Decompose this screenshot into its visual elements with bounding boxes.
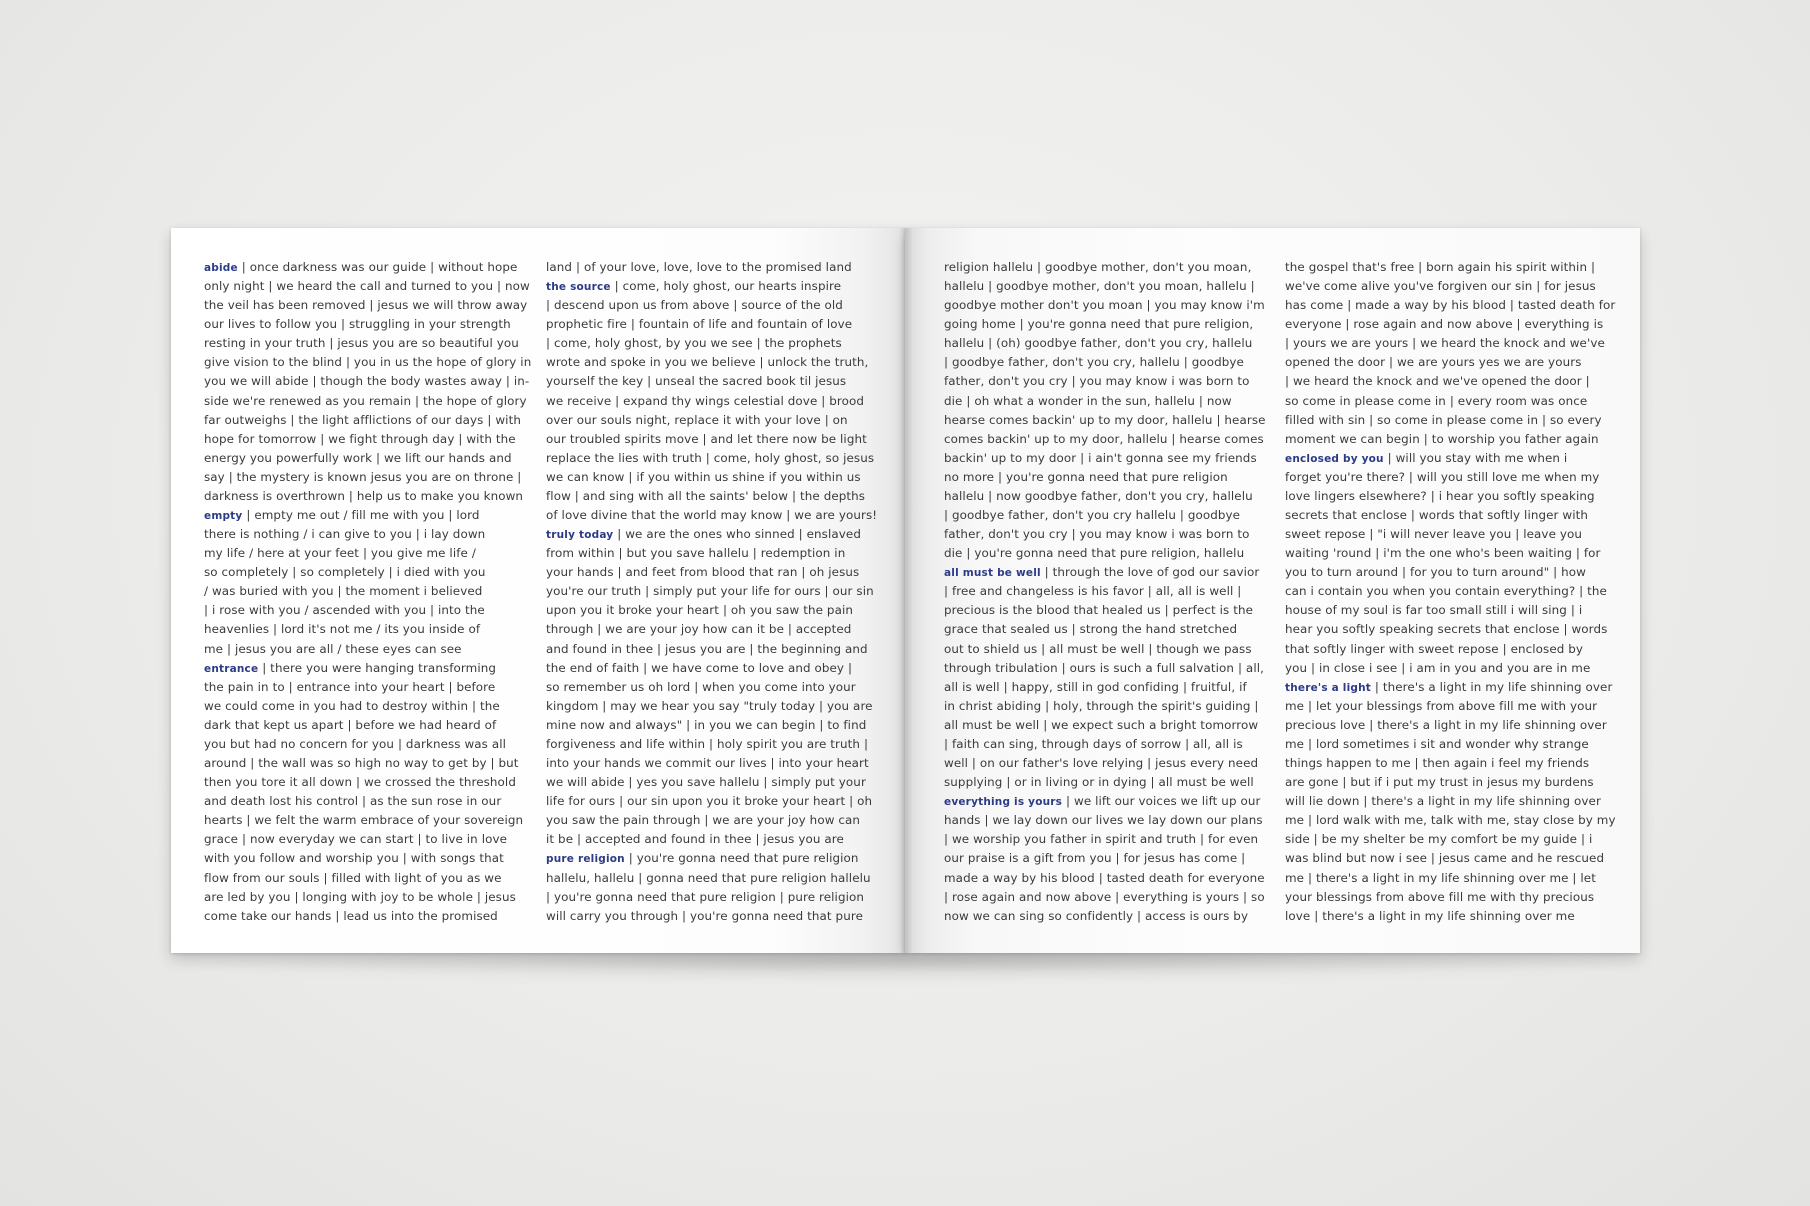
lyric-line [204, 830, 529, 849]
lyric-line [546, 468, 871, 487]
lyric-line [1285, 353, 1610, 372]
song-title: entrance [204, 662, 259, 675]
lyric-line [204, 849, 529, 868]
lyric-line [1285, 582, 1610, 601]
lyric-line [1285, 296, 1616, 315]
lyric-line [546, 315, 871, 334]
lyric-text: me | jesus you are all / these eyes can see [204, 641, 462, 656]
lyric-line [944, 640, 1269, 659]
lyric-line [546, 487, 871, 506]
lyric-line [546, 659, 871, 678]
lyric-text: we could come in you had to destroy within | the [204, 698, 500, 713]
lyric-line [204, 640, 529, 659]
lyric-line [546, 506, 878, 525]
lyric-line [1285, 830, 1610, 849]
lyric-text: through tribulation | ours is such a full salvation | all, [944, 660, 1265, 675]
lyric-text: your hands | and feet from blood that ran | oh jesus [546, 565, 860, 580]
lyric-text: resting in your truth | jesus you are so beautiful you [204, 336, 519, 351]
lyric-line [944, 334, 1269, 353]
lyric-line [546, 449, 875, 468]
lyric-line [204, 372, 529, 391]
lyric-line [204, 563, 529, 582]
lyric-text: then you tore it all down | we crossed the threshold [204, 775, 516, 790]
lyric-line [1285, 811, 1616, 830]
lyric-text: | empty me out / fill me with you | lord [242, 508, 480, 523]
song-start-line [546, 277, 871, 296]
lyric-line [1285, 430, 1610, 449]
lyric-line [944, 811, 1269, 830]
song-start-line [204, 258, 529, 277]
lyric-text: yourself the key | unseal the sacred book til jesus [546, 374, 847, 389]
lyric-line [546, 773, 871, 792]
song-title: truly today [546, 529, 614, 542]
lyric-line [944, 735, 1269, 754]
lyric-line [546, 353, 871, 372]
lyric-text: the end of faith | we have come to love and obey | [546, 660, 853, 675]
lyric-text: comes backin' up to my door, hallelu | hearse comes [944, 431, 1264, 446]
lyric-text: you to turn around | for you to turn around" | how [1285, 565, 1586, 580]
lyric-text: forgiveness and life within | holy spirit you are truth | [546, 736, 869, 751]
song-title: there's a light [1285, 681, 1371, 694]
lyric-text: our troubled spirits move | and let there now be light [546, 431, 867, 446]
lyric-line [546, 258, 871, 277]
lyric-text: in christ abiding | holy, through the spirit's guiding | [944, 698, 1259, 713]
lyric-line [944, 277, 1269, 296]
lyric-line [944, 372, 1269, 391]
lyrics-column-2 [546, 258, 878, 926]
lyric-text: | come, holy ghost, our hearts inspire [610, 279, 842, 294]
lyric-text: love lingers elsewhere? | i hear you softly speaking [1285, 488, 1595, 503]
lyric-text: hands | we lay down our lives we lay down our plans [944, 813, 1263, 828]
lyric-text: grace | now everyday we can start | to live in love [204, 832, 508, 847]
lyric-text: you're our truth | simply put your life for ours | our sin [546, 584, 874, 599]
lyric-text: our praise is a gift from you | for jesus has come | [944, 851, 1246, 866]
lyric-text: grace that sealed us | strong the hand stretched [944, 622, 1238, 637]
lyric-text: die | you're gonna need that pure religion, hallelu [944, 546, 1245, 561]
lyric-line [1285, 869, 1610, 888]
lyric-text: energy you powerfully work | we lift our hands and [204, 450, 512, 465]
lyric-line [1285, 563, 1610, 582]
lyric-line [204, 792, 529, 811]
lyric-line [944, 487, 1269, 506]
lyric-line [204, 353, 532, 372]
lyric-text: kingdom | may we hear you say "truly today | you are [546, 698, 873, 713]
lyric-text: filled with sin | so come in please come in | so every [1285, 412, 1602, 427]
lyric-text: hearse comes backin' up to my door, hallelu | hearse [944, 412, 1266, 427]
lyric-line [204, 582, 529, 601]
lyric-line [1285, 315, 1610, 334]
lyric-text: the gospel that's free | born again his spirit within | [1285, 260, 1596, 274]
lyric-text: | we lift our voices we lift up our [1062, 794, 1261, 809]
lyric-line [204, 678, 529, 697]
song-start-line [546, 525, 871, 544]
lyric-text: sweet repose | "i will never leave you | leave you [1285, 527, 1583, 542]
lyric-line [1285, 773, 1610, 792]
lyric-line [1285, 849, 1610, 868]
song-start-line [204, 659, 529, 678]
lyric-text: me | lord sometimes i sit and wonder why strange [1285, 736, 1589, 751]
lyric-line [944, 773, 1269, 792]
lyric-line [1285, 544, 1610, 563]
lyric-text: | we are the ones who sinned | enslaved [613, 527, 861, 542]
lyric-text: mine now and always" | in you we can begin | to find [546, 717, 867, 732]
lyric-text: hope for tomorrow | we fight through day | with the [204, 431, 516, 446]
lyric-text: land | of your love, love, love to the promised land [546, 260, 852, 274]
lyric-line [546, 620, 871, 639]
lyric-line [1285, 620, 1610, 639]
lyric-text: we will abide | yes you save hallelu | simply put your [546, 775, 866, 790]
lyric-line [204, 334, 529, 353]
lyric-line [1285, 334, 1610, 353]
lyric-line [204, 620, 529, 639]
lyric-text: me | let your blessings from above fill me with your [1285, 698, 1598, 713]
lyric-text: moment we can begin | to worship you father again [1285, 431, 1599, 446]
lyric-text: upon you it broke your heart | oh you saw the pain [546, 603, 853, 618]
lyric-line [1285, 697, 1610, 716]
song-start-line [546, 849, 871, 868]
lyric-line [204, 773, 529, 792]
lyric-text: into your hands we commit our lives | into your heart [546, 756, 869, 771]
lyric-line [546, 869, 871, 888]
lyric-text: | you're gonna need that pure religion [624, 851, 859, 866]
song-title: everything is yours [944, 796, 1063, 809]
lyric-text: life for ours | our sin upon you it broke your heart | oh [546, 794, 873, 809]
lyric-line [944, 601, 1269, 620]
lyric-line [546, 830, 871, 849]
song-start-line [1285, 449, 1610, 468]
lyric-text: no more | you're gonna need that pure religion [944, 469, 1228, 484]
lyric-line [204, 869, 529, 888]
lyric-text: will carry you through | you're gonna need that pure [546, 908, 863, 923]
lyric-text: flow from our souls | filled with light of you as we [204, 870, 502, 885]
lyric-line [944, 869, 1269, 888]
lyric-line [546, 582, 874, 601]
lyric-text: will lie down | there's a light in my life shinning over [1285, 794, 1601, 809]
lyric-text: | you're gonna need that pure religion | pure religion [546, 889, 865, 904]
lyric-text: so remember us oh lord | when you come into your [546, 679, 856, 694]
lyric-text: out to shield us | all must be well | though we pass [944, 641, 1252, 656]
lyric-text: say | the mystery is known jesus you are on throne | [204, 469, 522, 484]
lyric-text: father, don't you cry | you may know i was born to [944, 374, 1250, 389]
lyric-text: forget you're there? | will you still love me when my [1285, 469, 1600, 484]
lyric-text: hallelu | now goodbye father, don't you cry, hallelu [944, 488, 1253, 503]
lyric-line [944, 315, 1269, 334]
lyric-text: over our souls night, replace it with your love | on [546, 412, 848, 427]
lyric-text: we receive | expand thy wings celestial dove | brood [546, 393, 864, 408]
lyric-text: made a way by his blood | tasted death for everyone [944, 870, 1265, 885]
lyric-text: darkness is overthrown | help us to make you known [204, 488, 524, 503]
lyric-text: father, don't you cry | you may know i was born to [944, 527, 1250, 542]
lyric-line [1285, 525, 1610, 544]
lyric-text: hallelu, hallelu | gonna need that pure religion hallelu [546, 870, 871, 885]
lyric-line [204, 735, 529, 754]
lyric-text: come take our hands | lead us into the promised [204, 908, 498, 923]
lyric-text: we've come alive you've forgiven our sin | for jesus [1285, 279, 1596, 294]
lyric-text: the pain in to | entrance into your heart | before [204, 679, 496, 694]
lyric-line [546, 735, 871, 754]
lyric-text: you but had no concern for you | darkness was all [204, 736, 507, 751]
lyric-text: are gone | but if i put my trust in jesus my burdens [1285, 775, 1594, 790]
lyric-text: and found in thee | jesus you are | the beginning and [546, 641, 868, 656]
lyric-line [204, 468, 529, 487]
lyric-line [204, 811, 529, 830]
lyric-text: | will you stay with me when i [1383, 450, 1568, 465]
lyric-text: far outweighs | the light afflictions of our days | with [204, 412, 521, 427]
lyric-line [204, 888, 529, 907]
song-title: enclosed by you [1285, 452, 1384, 465]
lyric-line [944, 849, 1269, 868]
lyric-text: that softly linger with sweet repose | enclosed by [1285, 641, 1584, 656]
lyric-line [204, 430, 529, 449]
lyric-line [1285, 277, 1610, 296]
lyric-line [1285, 506, 1610, 525]
lyric-line [944, 544, 1269, 563]
lyric-line [944, 678, 1269, 697]
lyric-line [546, 430, 871, 449]
lyric-line [944, 907, 1269, 926]
lyric-line [546, 601, 871, 620]
lyric-text: flow | and sing with all the saints' below | the depths [546, 488, 866, 503]
lyric-line [204, 392, 529, 411]
lyric-text: our lives to follow you | struggling in your strength [204, 317, 511, 332]
lyric-text: everyone | rose again and now above | everything is [1285, 317, 1604, 332]
lyric-line [944, 353, 1269, 372]
lyric-text: all is well | happy, still in god confiding | fruitful, if [944, 679, 1247, 694]
lyric-text: prophetic fire | fountain of life and fountain of love [546, 317, 853, 332]
lyric-text: and death lost his control | as the sun rose in our [204, 794, 502, 809]
lyric-text: precious is the blood that healed us | perfect is the [944, 603, 1254, 618]
lyric-line [1285, 468, 1610, 487]
lyric-text: | yours we are yours | we heard the knock and we've [1285, 336, 1605, 351]
lyric-line [944, 468, 1269, 487]
lyric-text: with you follow and worship you | with songs that [204, 851, 504, 866]
lyric-text: things happen to me | then again i feel my friends [1285, 756, 1590, 771]
lyric-text: me | there's a light in my life shinning over me | let [1285, 870, 1596, 885]
lyric-text: | we worship you father in spirit and truth | for even [944, 832, 1259, 847]
lyric-line [1285, 601, 1610, 620]
lyric-text: well | on our father's love relying | jesus every need [944, 756, 1259, 771]
lyric-text: going home | you're gonna need that pure religion, [944, 317, 1254, 332]
left-page [171, 228, 906, 953]
lyric-text: are led by you | longing with joy to be whole | jesus [204, 889, 516, 904]
lyric-text: so completely | so completely | i died with you [204, 565, 486, 580]
lyric-line [546, 372, 871, 391]
lyric-text: | faith can sing, through days of sorrow | all, all is [944, 736, 1243, 751]
lyric-line [204, 544, 529, 563]
song-start-line [944, 563, 1269, 582]
lyric-line [944, 506, 1269, 525]
lyric-text: opened the door | we are yours yes we are yours [1285, 355, 1582, 370]
lyric-line [1285, 735, 1610, 754]
lyric-text: around | the wall was so high no way to get by | but [204, 756, 519, 771]
lyric-line [204, 411, 529, 430]
lyric-line [546, 678, 871, 697]
lyric-line [1285, 754, 1610, 773]
song-start-line [944, 792, 1269, 811]
lyric-line [1285, 792, 1610, 811]
lyric-text: side | be my shelter be my comfort be my guide | i [1285, 832, 1593, 847]
song-start-line [1285, 678, 1613, 697]
lyric-line [546, 392, 871, 411]
lyric-line [944, 449, 1269, 468]
right-page [905, 228, 1640, 953]
lyric-text: only night | we heard the call and turned to you | now [204, 279, 530, 294]
lyric-text: | free and changeless is his favor | all, all is well | [944, 584, 1242, 599]
lyric-text: hallelu | goodbye mother, don't you moan, hallelu | [944, 279, 1255, 294]
lyric-text: all must be well | we expect such a bright tomorrow [944, 717, 1259, 732]
lyric-text: so come in please come in | every room was once [1285, 393, 1588, 408]
lyric-text: hallelu | (oh) goodbye father, don't you cry, hallelu [944, 336, 1253, 351]
lyric-text: goodbye mother don't you moan | you may know i'm [944, 298, 1265, 313]
lyric-line [546, 811, 871, 830]
lyric-line [944, 430, 1269, 449]
lyric-text: we can know | if you within us shine if you within us [546, 469, 861, 484]
lyric-text: | i rose with you / ascended with you | into the [204, 603, 485, 618]
lyric-text: | goodbye father, don't you cry, hallelu | goodbye [944, 355, 1244, 370]
lyric-line [1285, 659, 1610, 678]
lyric-line [944, 659, 1269, 678]
lyric-text: | through the love of god our savior [1040, 565, 1260, 580]
lyric-text: heavenlies | lord it's not me / its you inside of [204, 622, 481, 637]
lyric-text: secrets that enclose | words that softly linger with [1285, 508, 1589, 523]
lyric-text: through | we are your joy how can it be | accepted [546, 622, 852, 637]
lyric-line [1285, 716, 1610, 735]
lyric-line [944, 888, 1269, 907]
lyric-line [944, 392, 1269, 411]
lyric-line [1285, 372, 1610, 391]
lyric-line [204, 697, 529, 716]
lyric-line [204, 601, 529, 620]
lyric-line [204, 277, 529, 296]
lyric-text: | rose again and now above | everything is yours | so [944, 889, 1265, 904]
lyric-line [944, 525, 1269, 544]
lyric-line [546, 563, 871, 582]
lyric-line [1285, 258, 1610, 277]
lyric-text: side we're renewed as you remain | the hope of glory [204, 393, 527, 408]
lyric-line [204, 716, 529, 735]
lyric-text: love | there's a light in my life shinning over me [1285, 908, 1575, 923]
lyric-text: | there's a light in my life shinning over [1371, 679, 1613, 694]
lyric-line [204, 907, 529, 926]
lyric-text: waiting 'round | i'm the one who's been waiting | for [1285, 546, 1601, 561]
lyric-text: | come, holy ghost, by you we see | the prophets [546, 336, 842, 351]
lyric-line [944, 716, 1269, 735]
lyric-text: die | oh what a wonder in the sun, hallelu | now [944, 393, 1232, 408]
lyric-line [546, 544, 871, 563]
lyric-line [944, 411, 1269, 430]
lyric-text: | goodbye father, don't you cry hallelu | goodbye [944, 508, 1241, 523]
lyric-line [944, 697, 1269, 716]
lyric-line [1285, 907, 1610, 926]
lyric-line [204, 296, 529, 315]
lyric-line [546, 792, 871, 811]
lyric-line [546, 754, 871, 773]
lyric-line [204, 754, 529, 773]
lyric-text: hearts | we felt the warm embrace of your sovereign [204, 813, 524, 828]
lyric-line [944, 620, 1269, 639]
lyric-text: replace the lies with truth | come, holy ghost, so jesus [546, 450, 875, 465]
lyric-line [546, 296, 871, 315]
lyric-text: has come | made a way by his blood | tasted death for [1285, 298, 1616, 313]
lyric-text: it be | accepted and found in thee | jesus you are [546, 832, 844, 847]
lyric-line [546, 411, 871, 430]
lyric-line [204, 487, 529, 506]
lyric-text: | descend upon us from above | source of the old [546, 298, 843, 313]
lyric-text: give vision to the blind | you in us the hope of glory in [204, 355, 532, 370]
lyrics-column-1 [204, 258, 532, 926]
lyric-line [944, 754, 1269, 773]
lyric-line [944, 258, 1269, 277]
lyric-line [1285, 411, 1610, 430]
lyric-line [546, 697, 871, 716]
lyric-text: | we heard the knock and we've opened the door | [1285, 374, 1590, 389]
lyric-line [1285, 392, 1610, 411]
lyric-text: you we will abide | though the body wastes away | in- [204, 374, 530, 389]
lyric-text: the veil has been removed | jesus we will throw away [204, 298, 528, 313]
lyric-text: my life / here at your feet | you give me life / [204, 546, 476, 561]
lyric-line [944, 830, 1269, 849]
lyric-text: me | lord walk with me, talk with me, stay close by my [1285, 813, 1616, 828]
lyric-text: you | in close i see | i am in you and you are in me [1285, 660, 1591, 675]
lyric-text: there is nothing / i can give to you | i lay down [204, 527, 486, 542]
song-title: all must be well [944, 567, 1041, 580]
lyric-text: hear you softly speaking secrets that enclose | words [1285, 622, 1608, 637]
booklet-spine-fold [899, 228, 913, 953]
lyric-text: was blind but now i see | jesus came and he rescued [1285, 851, 1605, 866]
lyrics-column-3 [944, 258, 1269, 926]
lyric-text: from within | but you save hallelu | redemption in [546, 546, 846, 561]
song-title: empty [204, 510, 243, 523]
lyric-text: you saw the pain through | we are your joy how can [546, 813, 861, 828]
lyric-text: religion hallelu | goodbye mother, don't you moan, [944, 260, 1252, 274]
lyric-line [546, 907, 871, 926]
lyric-text: your blessings from above fill me with thy precious [1285, 889, 1595, 904]
lyric-text: can i contain you when you contain everything? | the [1285, 584, 1607, 599]
lyric-line [204, 525, 529, 544]
lyric-text: / was buried with you | the moment i believed [204, 584, 483, 599]
lyric-text: supplying | or in living or in dying | all must be well [944, 775, 1254, 790]
lyric-text: dark that kept us apart | before we had heard of [204, 717, 497, 732]
lyric-text: house of my soul is far too small still i will sing | i [1285, 603, 1583, 618]
lyrics-column-4 [1285, 258, 1616, 926]
lyric-line [546, 334, 871, 353]
lyric-line [546, 888, 871, 907]
lyric-line [546, 640, 871, 659]
lyric-text: of love divine that the world may know | we are yours! [546, 508, 878, 523]
lyric-line [1285, 487, 1610, 506]
lyric-line [1285, 640, 1610, 659]
lyric-text: wrote and spoke in you we believe | unlock the truth, [546, 355, 869, 370]
lyric-text: now we can sing so confidently | access is ours by [944, 908, 1249, 923]
song-start-line [204, 506, 529, 525]
song-title: abide [204, 262, 238, 274]
lyric-line [204, 449, 529, 468]
lyric-line [204, 315, 529, 334]
open-booklet [171, 228, 1640, 953]
lyric-text: | there you were hanging transforming [258, 660, 497, 675]
song-title: pure religion [546, 853, 625, 866]
lyric-text: backin' up to my door | i ain't gonna see my friends [944, 450, 1257, 465]
lyric-line [546, 716, 871, 735]
lyric-line [944, 296, 1269, 315]
song-title: the source [546, 281, 611, 294]
lyric-line [944, 582, 1269, 601]
lyric-text: | once darkness was our guide | without hope [237, 260, 518, 274]
lyric-line [1285, 888, 1610, 907]
lyric-text: precious love | there's a light in my life shinning over [1285, 717, 1607, 732]
